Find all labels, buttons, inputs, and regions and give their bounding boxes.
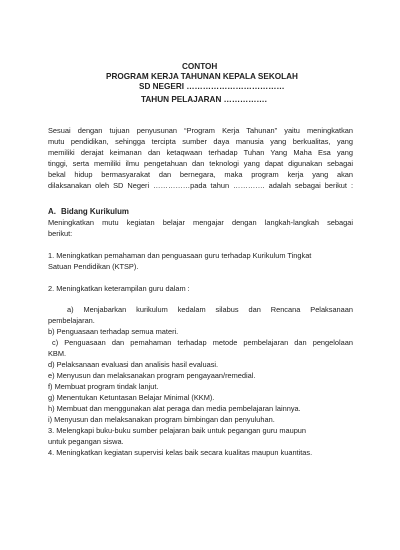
intro-line: bekal hidup bermasyarakat dan bernegara, maka program kerja yang akan	[48, 169, 353, 179]
list-item-3-cont: untuk pegangan siswa.	[48, 437, 124, 446]
list-item-3: 3. Melengkapi buku-buku sumber pelajaran baik untuk pegangan guru maupun	[48, 426, 307, 435]
header-contoh: CONTOH	[182, 62, 218, 71]
intro-line: memiliki derajat keimanan dan ketaqwaan terhadap Tuhan Yang Maha Esa yang	[48, 147, 353, 157]
sub-item-c: c) Penguasaan dan pemahaman terhadap metode pembelajaran dan pengelolaan	[52, 338, 353, 347]
sub-item-d: d) Pelaksanaan evaluasi dan analisis hasil evaluasi.	[48, 360, 219, 369]
section-a-heading	[48, 207, 353, 217]
section-a-desc-line: Meningkatkan mutu kegiatan belajar mengajar dengan langkah-langkah sebagai	[48, 218, 353, 227]
intro-line: tinggi, serta memiliki ilmu pengetahuan dan teknologi yang dapat digunakan sebagai	[48, 158, 353, 168]
sub-item-a: a) Menjabarkan kurikulum kedalam silabus dan Rencana Pelaksanaan	[67, 305, 353, 314]
header-school-name: SD NEGERI ………………………………	[139, 82, 285, 91]
list-item-4: 4. Meningkatkan kegiatan supervisi kelas baik secara kualitas maupun kuantitas.	[48, 448, 313, 457]
intro-line: Sesuai dengan tujuan penyusunan “Program Kerja Tahunan” yaitu meningkatkan	[48, 126, 353, 135]
header-academic-year: TAHUN PELAJARAN …………….	[141, 95, 267, 104]
sub-item-a-cont: pembelajaran.	[48, 316, 95, 325]
section-a-desc-line: berikut:	[48, 229, 73, 238]
list-item-1-cont: Satuan Pendidikan (KTSP).	[48, 262, 139, 271]
section-a-title: Bidang Kurikulum	[61, 207, 129, 216]
sub-item-h: h) Membuat dan menggunakan alat peraga dan media pembelajaran lainnya.	[48, 404, 301, 413]
intro-paragraph	[48, 126, 353, 191]
sub-item-g: g) Menentukan Ketuntasan Belajar Minimal (KKM).	[48, 393, 215, 402]
sub-item-e: e) Menyusun dan melaksanakan program pengayaan/remedial.	[48, 371, 256, 380]
sub-item-i: i) Menyusun dan melaksanakan program bimbingan dan penyuluhan.	[48, 415, 275, 424]
header-program-title: PROGRAM KERJA TAHUNAN KEPALA SEKOLAH	[106, 72, 298, 81]
sub-item-c-cont: KBM.	[48, 349, 67, 358]
section-a-letter: A.	[48, 207, 56, 216]
sub-item-b: b) Penguasaan terhadap semua materi.	[48, 327, 179, 336]
sub-item-f: f) Membuat program tindak lanjut.	[48, 382, 159, 391]
intro-line: mutu pendidikan, sehingga tercipta sumber daya manusia yang berkualitas, yang	[48, 136, 353, 146]
list-item-2: 2. Meningkatkan keterampilan guru dalam :	[48, 284, 190, 293]
list-item-1: 1. Meningkatkan pemahaman dan penguasaan guru terhadap Kurikulum Tingkat	[48, 251, 312, 260]
intro-line: dilaksanakan oleh SD Negeri ……………pada tahun …………. adalah sebagai berikut :	[48, 180, 353, 190]
